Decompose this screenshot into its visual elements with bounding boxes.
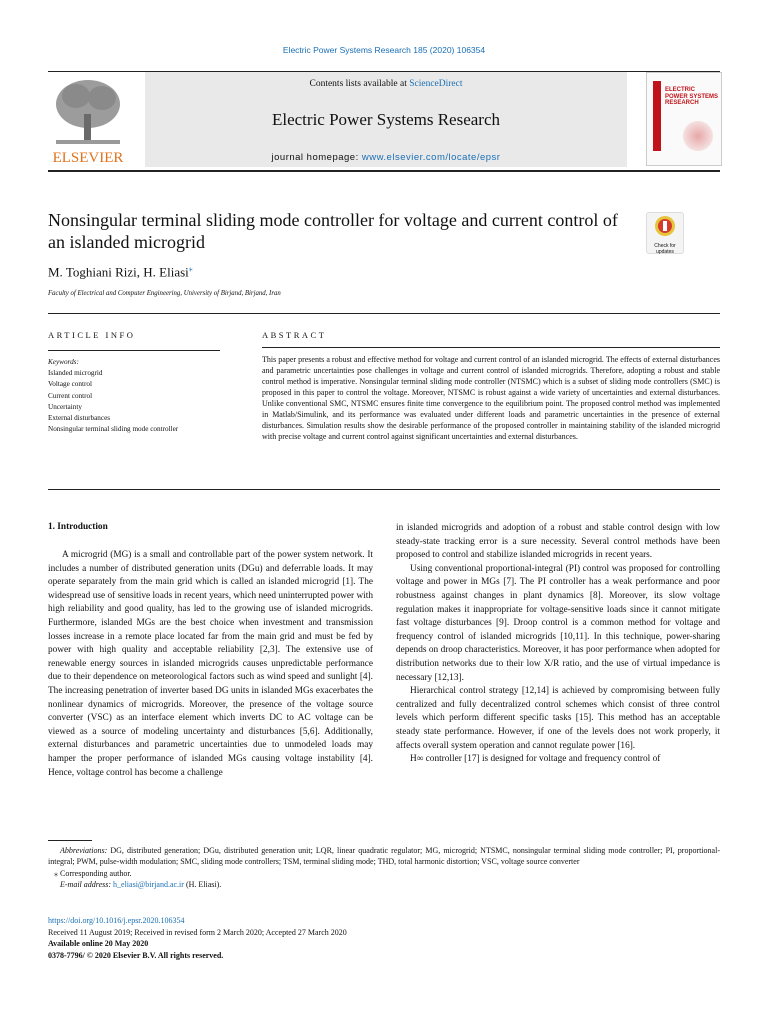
elsevier-tree-logo <box>48 74 128 166</box>
abstract-bottom-rule <box>48 489 720 490</box>
title-block-rule <box>48 313 720 314</box>
cover-graphic <box>683 121 713 151</box>
keyword: External disturbances <box>48 414 111 423</box>
keywords-label: Keywords: <box>48 358 79 366</box>
keyword: Islanded microgrid <box>48 369 103 378</box>
contents-line <box>145 79 627 89</box>
journal-title: Electric Power Systems Research <box>271 110 500 129</box>
journal-homepage <box>145 152 627 163</box>
abbreviations-text: DG, distributed generation; DGu, distributed generation unit; LQR, linear quadratic regulator; MG, microgrid; NTSMC, nonsingular terminal sliding mode controller; PI, proportional-integral; PWM, pulse-width modulation; SMC, sliding mode controllers; TSM, terminal sliding mode; THD, total harmonic distortion; VSC, voltage source converter <box>48 846 720 867</box>
check-updates-icon <box>647 213 683 239</box>
cover-red-band <box>653 81 661 151</box>
authors-names: M. Toghiani Rizi, H. Eliasi <box>48 264 189 280</box>
corresponding-author-mark[interactable]: ⁎ <box>188 264 193 273</box>
doi-link[interactable]: https://doi.org/10.1016/j.epsr.2020.106354 <box>48 916 185 925</box>
abstract-text: This paper presents a robust and effective method for voltage and current control of an islanded microgrid. The effects of external disturbances and parametric uncertainties pose challenges in voltage and current control of islanded microgrids. Therefore, adopting a robust and stable control method is imperative. Nonsingular terminal sliding mode controller (NTSMC) which is a subset of sliding mode controllers (SMC) is proposed in this paper to control the voltage. Moreover, NTSMC is robust against a wide variety of uncertainties and external disturbances. Unlike conventional SMC, NTSMC ensures finite time convergence to the equilibrium point. The proposed control method was implemented in Matlab/Simulink, and its performance was evaluated under different loads and parametric uncertainties in the presence of external disturbances. Simulation results show the desirable performance of the proposed controller in maintaining stability of the islanded microgrid with precise voltage and current control against significant uncertainties and external disturbances. <box>262 355 720 441</box>
keyword: Current control <box>48 391 93 400</box>
email-label: E-mail address: <box>60 879 114 889</box>
corresponding-author-note: ⁎ Corresponding author. <box>54 868 132 878</box>
keyword: Nonsingular terminal sliding mode controller <box>48 425 179 434</box>
sciencedirect-link[interactable]: ScienceDirect <box>409 79 463 89</box>
article-info-heading: ARTICLE INFO <box>48 330 136 340</box>
cover-title: ELECTRIC POWER SYSTEMS RESEARCH <box>665 87 719 107</box>
intro-paragraph: Hierarchical control strategy [12,14] is achieved by compromising between fully centralized and fully decentralized control schemes which consist of three control levels which perform different specific tasks [15]. This method has an acceptable steady state performance. However, if one of the levels does not work properly, it affects overall system operation and cannot regulate power [16]. <box>396 686 720 751</box>
intro-paragraph: H∞ controller [17] is designed for voltage and frequency control of <box>410 754 661 765</box>
footnotes <box>48 845 720 890</box>
received-dates: Received 11 August 2019; Received in revised form 2 March 2020; Accepted 27 March 2020 <box>48 927 347 937</box>
introduction-heading: 1. Introduction <box>48 522 108 532</box>
journal-citation[interactable]: Electric Power Systems Research 185 (2020) 106354 <box>282 45 486 55</box>
check-for-updates-badge[interactable] <box>646 212 684 254</box>
abstract-rule <box>262 347 720 348</box>
affiliation: Faculty of Electrical and Computer Engineering, University of Birjand, Birjand, Iran <box>48 290 281 297</box>
header-bottom-rule <box>48 170 720 172</box>
copyright: 0378-7796/ © 2020 Elsevier B.V. All rights reserved. <box>48 950 224 960</box>
email-suffix: (H. Eliasi). <box>183 879 222 889</box>
elsevier-wordmark: ELSEVIER <box>52 150 124 166</box>
article-authors <box>48 264 193 280</box>
abstract-heading: ABSTRACT <box>262 330 327 340</box>
abbreviations-label: Abbreviations: <box>60 846 108 855</box>
intro-paragraph: Using conventional proportional-integral (PI) control was proposed for controlling voltage and power in MGs [7]. The PI controller has a weak performance and poor robustness against changes in plant dynamics [8]. Moreover, its slow voltage regulation makes it inappropriate for voltage-sensitive loads since it cannot mitigate fast voltage disturbances [9]. Droop control is a common method for voltage and frequency control of islanded microgrids [10,11]. In this technique, power-sharing depends on droop characteristics. Moreover, it has poor performance when adopted for distribution networks due to their low X/R ratio, and the use of virtual impedance is necessary [12,13]. <box>396 563 720 683</box>
article-info-rule <box>48 350 220 351</box>
email-note <box>48 879 720 890</box>
column-right <box>396 522 720 767</box>
keyword: Voltage control <box>48 380 92 389</box>
homepage-link[interactable]: www.elsevier.com/locate/epsr <box>361 152 501 163</box>
abbreviations-note <box>48 845 720 868</box>
intro-paragraph: in islanded microgrids and adoption of a robust and stable control design with low steady-state tracking error is a sure necessity. Several control methods have been proposed to control and stabilize islanded microgrids in recent years. <box>396 523 720 561</box>
contents-prefix: Contents lists available at <box>309 79 410 89</box>
homepage-prefix: journal homepage: <box>271 152 362 163</box>
publication-info <box>48 915 347 961</box>
available-online: Available online 20 May 2020 <box>48 939 149 949</box>
keyword: Uncertainty <box>48 402 82 411</box>
footnote-rule <box>48 840 92 841</box>
intro-paragraph: A microgrid (MG) is a small and controllable part of the power system network. It includes a number of distributed generation units (DGu) and deferrable loads. It may operate separately from the main grid which is called an islanded microgrid [1]. The widespread use of sensitive loads in recent years, which need uninterrupted power with high reliability and good quality, has led to the growing use of islanded microgrids. Furthermore, islanded MGs are the best choice when investment and transmission losses increase in a remote place located far from the main grid and must be fed by power with high quality and acceptable reliability [2,3]. The extensive use of renewable energy sources in islanded microgrids causes unpredictable performance due to their dependence on meteorological factors such as wind speed and sunlight [4]. The increasing penetration of inverter based DG units in islanded MGs exacerbates the nonlinear dynamics of microgrids. Moreover, the presence of the voltage source converter (VSC) as an interface element which inverts DC to AC voltage can be viewed as a source of modeling uncertainty and disturbances [5,6]. Additionally, external disturbances and parametric uncertainties due to unmodeled loads may hamper the proper performance of islanded MGs causing voltage instability [4]. Hence, voltage control has become a challenge <box>48 550 373 778</box>
check-updates-label: Check for updates <box>654 243 676 255</box>
column-left <box>48 549 373 780</box>
email-link[interactable]: h_eliasi@birjand.ac.ir <box>113 879 184 889</box>
article-title: Nonsingular terminal sliding mode controller for voltage and current control of an islanded microgrid <box>48 210 618 252</box>
keywords-block <box>48 357 218 435</box>
journal-cover-image <box>646 72 722 166</box>
